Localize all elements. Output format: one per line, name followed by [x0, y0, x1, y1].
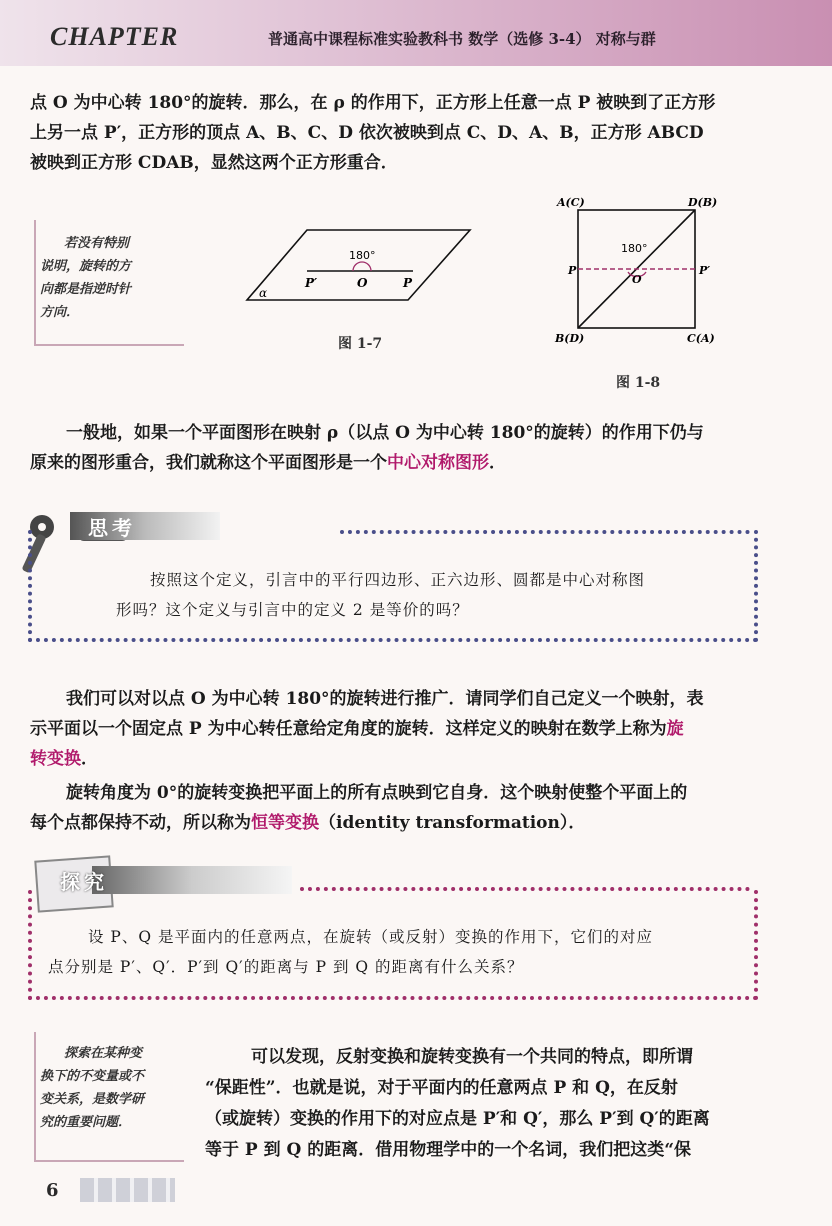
fig2-pprime-label: P′: [699, 264, 711, 277]
think-box-top-border: [340, 530, 750, 534]
explore-title: 探究: [60, 870, 108, 894]
text-span: （identity transformation）．: [319, 813, 586, 833]
paragraph-line: 一般地，如果一个平面图形在映射 ρ（以点 O 为中心转 180°的旋转）的作用下仍与: [66, 423, 704, 443]
book-title: 普通高中课程标准实验教科书 数学（选修 3-4） 对称与群: [268, 30, 656, 48]
paragraph-line: 等于 P 到 Q 的距离．借用物理学中的一个名词，我们把这类“保: [205, 1140, 692, 1160]
text-span: ．: [81, 749, 98, 769]
think-box-content: [60, 565, 750, 625]
note-border: [34, 220, 36, 345]
paragraph-line: （或旋转）变换的作用下的对应点是 P′和 Q′，那么 P′到 Q′的距离: [205, 1109, 710, 1129]
chapter-label: CHAPTER: [50, 22, 179, 51]
fig2-bl-label: B(D): [555, 332, 585, 345]
note-border: [34, 1160, 184, 1162]
text-span: 每个点都保持不动，所以称为: [30, 813, 251, 833]
paragraph-line: 被映到正方形 CDAB，显然这两个正方形重合．: [30, 153, 398, 173]
text-span: ．: [489, 453, 506, 473]
note-line: 若没有特别: [64, 236, 130, 251]
note-line: 变关系，是数学研: [40, 1092, 145, 1107]
side-note-rotation-direction: [40, 232, 180, 324]
paragraph-line: 可以发现，反射变换和旋转变换有一个共同的特点，即所谓: [251, 1047, 693, 1067]
page-number: 6: [46, 1180, 59, 1201]
text-span: 示平面以一个固定点 P 为中心转任意给定角度的旋转．这样定义的映射在数学上称为: [30, 719, 667, 739]
note-border: [34, 344, 184, 346]
paragraph-line: 上另一点 P′，正方形的顶点 A、B、C、D 依次被映到点 C、D、A、B，正方形 ABCD: [30, 123, 704, 143]
fig1-p-label: P: [403, 276, 413, 290]
paragraph-central-symmetry: [30, 418, 810, 478]
note-line: 方向．: [40, 305, 80, 320]
fig2-tr-label: D(B): [688, 196, 718, 209]
fig1-angle-label: 180°: [349, 249, 376, 262]
paragraph-distance-preserving: [205, 1042, 805, 1166]
figure-1-8-square: [545, 192, 735, 352]
note-line: 说明，旋转的方: [40, 259, 132, 274]
figure-1-7-caption: 图 1-7: [338, 336, 383, 352]
paragraph-line: [30, 714, 810, 744]
think-line: 按照这个定义，引言中的平行四边形、正六边形、圆都是中心对称图: [150, 571, 646, 589]
think-title: 思考: [88, 516, 136, 540]
paragraph-line: 点 O 为中心转 180°的旋转．那么，在 ρ 的作用下，正方形上任意一点 P 被映到了正方形: [30, 93, 716, 113]
paragraph-rotation-transform: [30, 684, 810, 838]
note-line: 探索在某种变: [64, 1046, 143, 1061]
think-line: 形吗？这个定义与引言中的定义 2 是等价的吗？: [116, 601, 469, 619]
term-rotation-transform-a: 旋: [666, 719, 684, 739]
paragraph-line: 我们可以对以点 O 为中心转 180°的旋转进行推广．请同学们自己定义一个映射，表: [66, 689, 704, 709]
fig1-pprime-label: P′: [305, 276, 318, 290]
term-rotation-transform-b: 转变换: [30, 749, 81, 769]
fig2-angle-label: 180°: [621, 242, 648, 255]
term-identity-transform: 恒等变换: [251, 813, 319, 833]
note-line: 向都是指逆时针: [40, 282, 132, 297]
note-line: 究的重要问题．: [40, 1115, 132, 1130]
explore-line: 点分别是 P′、Q′．P′到 Q′的距离与 P 到 Q 的距离有什么关系？: [48, 958, 524, 976]
note-border: [34, 1032, 36, 1160]
text-span: 原来的图形重合，我们就称这个平面图形是一个: [30, 453, 387, 473]
term-central-symmetric-figure: 中心对称图形: [387, 453, 489, 473]
fig2-br-label: C(A): [687, 332, 715, 345]
note-line: 换下的不变量或不: [40, 1069, 145, 1084]
explore-box-content: [48, 922, 748, 982]
paragraph-line: [30, 808, 810, 838]
paragraph-line: “保距性”．也就是说，对于平面内的任意两点 P 和 Q，在反射: [205, 1078, 678, 1098]
paragraph-intro: [30, 88, 810, 178]
figure-1-7-parallelogram: [245, 225, 475, 310]
fig1-o-label: O: [357, 276, 368, 290]
explore-line: 设 P、Q 是平面内的任意两点，在旋转（或反射）变换的作用下，它们的对应: [88, 928, 653, 946]
paragraph-line: 旋转角度为 0°的旋转变换把平面上的所有点映到它自身．这个映射使整个平面上的: [66, 783, 688, 803]
fig2-p-label: P: [568, 264, 577, 277]
side-note-invariants: [40, 1042, 185, 1134]
fig2-o-label: O: [632, 273, 642, 286]
fig1-alpha-label: α: [259, 286, 268, 300]
paragraph-line: [30, 744, 810, 774]
fig2-tl-label: A(C): [557, 196, 585, 209]
figure-1-8-caption: 图 1-8: [616, 375, 661, 391]
footer-decoration: [80, 1178, 175, 1202]
paragraph-line: [30, 448, 810, 478]
